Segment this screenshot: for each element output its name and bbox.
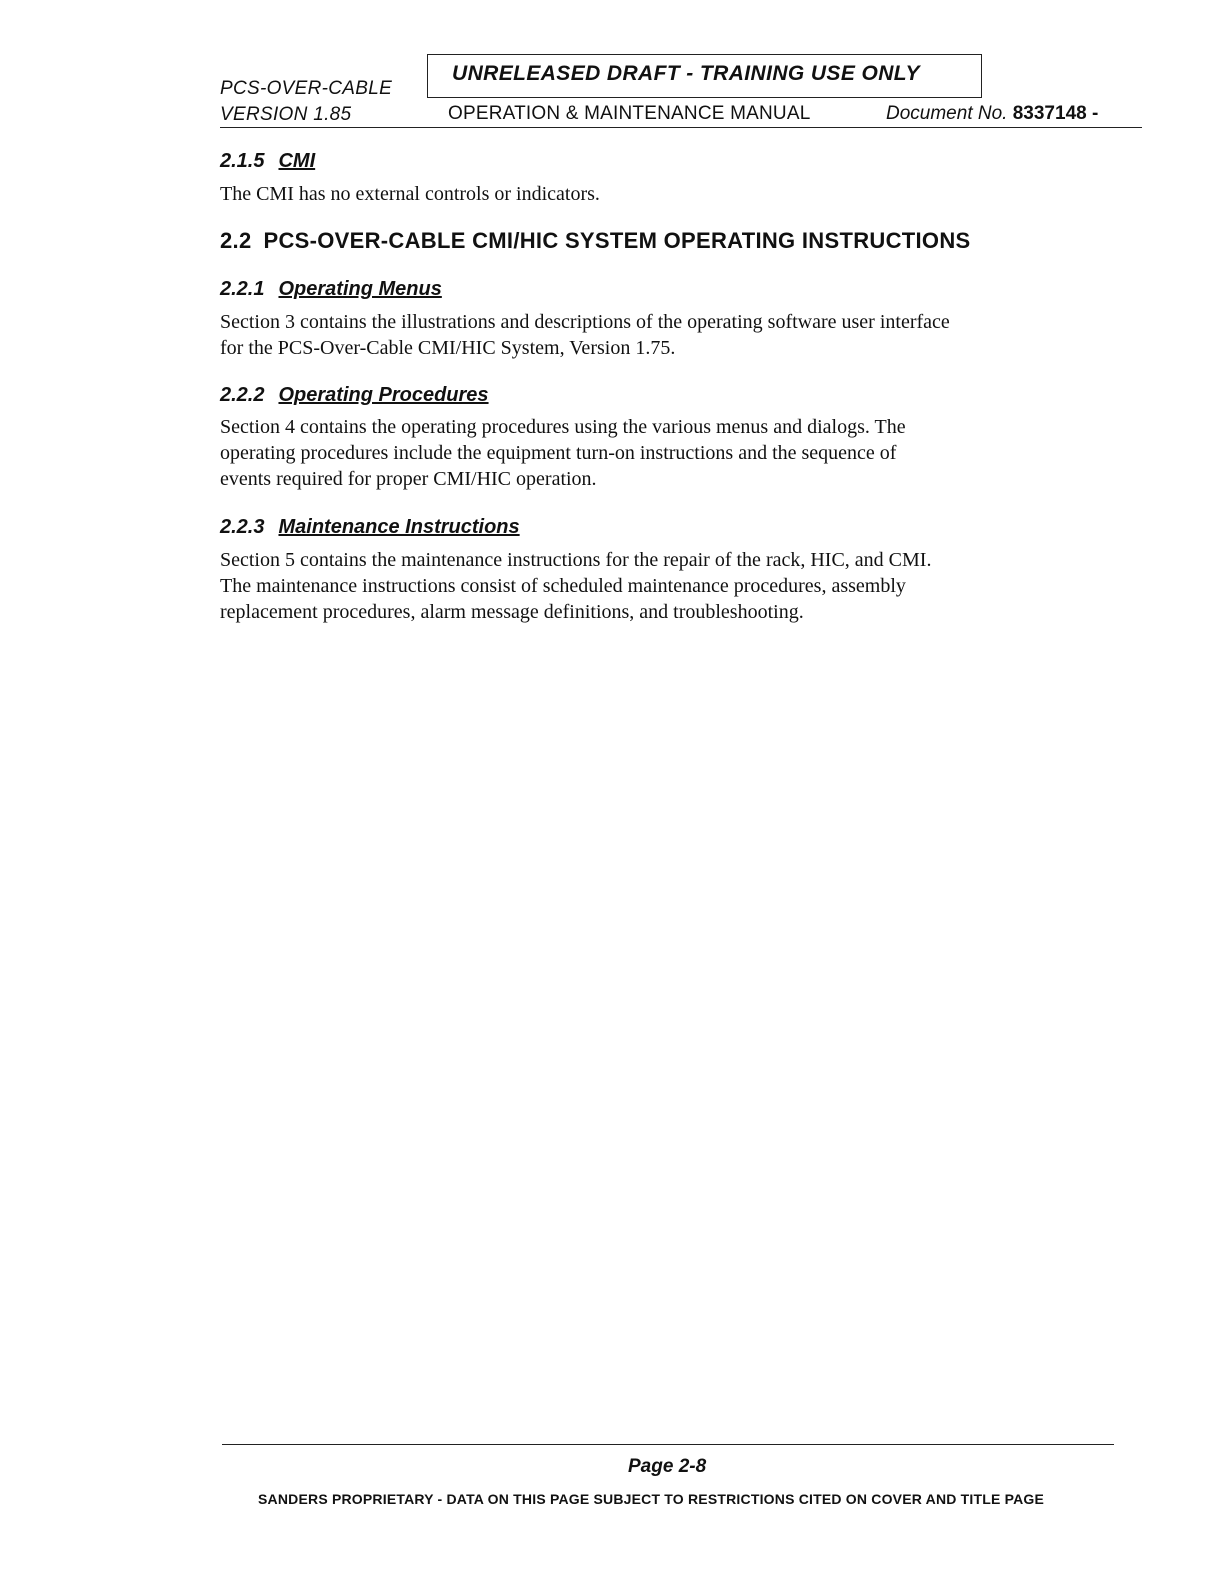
section-text-2-2-3 xyxy=(220,547,1150,625)
document-number: 8337148 - xyxy=(1012,103,1099,124)
section-title: Maintenance Instructions xyxy=(278,516,520,538)
section-heading-2-2 xyxy=(220,228,970,254)
section-heading-2-1-5 xyxy=(220,150,315,173)
section-number: 2.2 xyxy=(220,228,252,253)
paragraph-line: Section 3 contains the illustrations and descriptions of the operating software user interface xyxy=(220,311,950,333)
paragraph-line: The maintenance instructions consist of scheduled maintenance procedures, assembly xyxy=(220,575,906,597)
header-version: VERSION 1.85 xyxy=(220,104,352,125)
document-label: Document No. xyxy=(886,103,1008,124)
paragraph-line: operating procedures include the equipment turn-on instructions and the sequence of xyxy=(220,442,897,464)
section-text-2-2-2 xyxy=(220,414,1150,492)
paragraph-line: Section 4 contains the operating procedures using the various menus and dialogs. The xyxy=(220,416,906,438)
section-text-2-2-1 xyxy=(220,309,1150,361)
section-number: 2.2.3 xyxy=(220,516,265,538)
section-number: 2.2.2 xyxy=(220,384,265,406)
paragraph-line: Section 5 contains the maintenance instructions for the repair of the rack, HIC, and CMI. xyxy=(220,549,932,571)
section-heading-2-2-3 xyxy=(220,516,520,539)
paragraph-line: for the PCS-Over-Cable CMI/HIC System, Version 1.75. xyxy=(220,337,676,359)
footer-divider xyxy=(222,1444,1114,1445)
paragraph-line: The CMI has no external controls or indicators. xyxy=(220,183,600,205)
section-number: 2.1.5 xyxy=(220,150,265,172)
draft-notice: UNRELEASED DRAFT - TRAINING USE ONLY xyxy=(452,62,920,85)
section-heading-2-2-1 xyxy=(220,278,442,301)
section-title: CMI xyxy=(278,150,316,172)
section-title: PCS-OVER-CABLE CMI/HIC SYSTEM OPERATING INSTRUCTIONS xyxy=(263,228,971,253)
header-document-number xyxy=(886,103,1098,125)
section-title: Operating Procedures xyxy=(278,384,489,406)
header-divider xyxy=(220,127,1142,128)
header-manual-title: OPERATION & MAINTENANCE MANUAL xyxy=(448,103,811,124)
paragraph-line: replacement procedures, alarm message definitions, and troubleshooting. xyxy=(220,601,804,623)
header-product-name: PCS-OVER-CABLE xyxy=(220,78,393,99)
section-number: 2.2.1 xyxy=(220,278,265,300)
paragraph-line: events required for proper CMI/HIC operation. xyxy=(220,468,597,490)
section-text-2-1-5 xyxy=(220,181,1150,207)
section-title: Operating Menus xyxy=(278,278,442,300)
page-number: Page 2-8 xyxy=(628,1456,707,1477)
proprietary-notice: SANDERS PROPRIETARY - DATA ON THIS PAGE SUBJECT TO RESTRICTIONS CITED ON COVER AND TITLE PAGE xyxy=(258,1491,1045,1507)
section-heading-2-2-2 xyxy=(220,384,489,407)
